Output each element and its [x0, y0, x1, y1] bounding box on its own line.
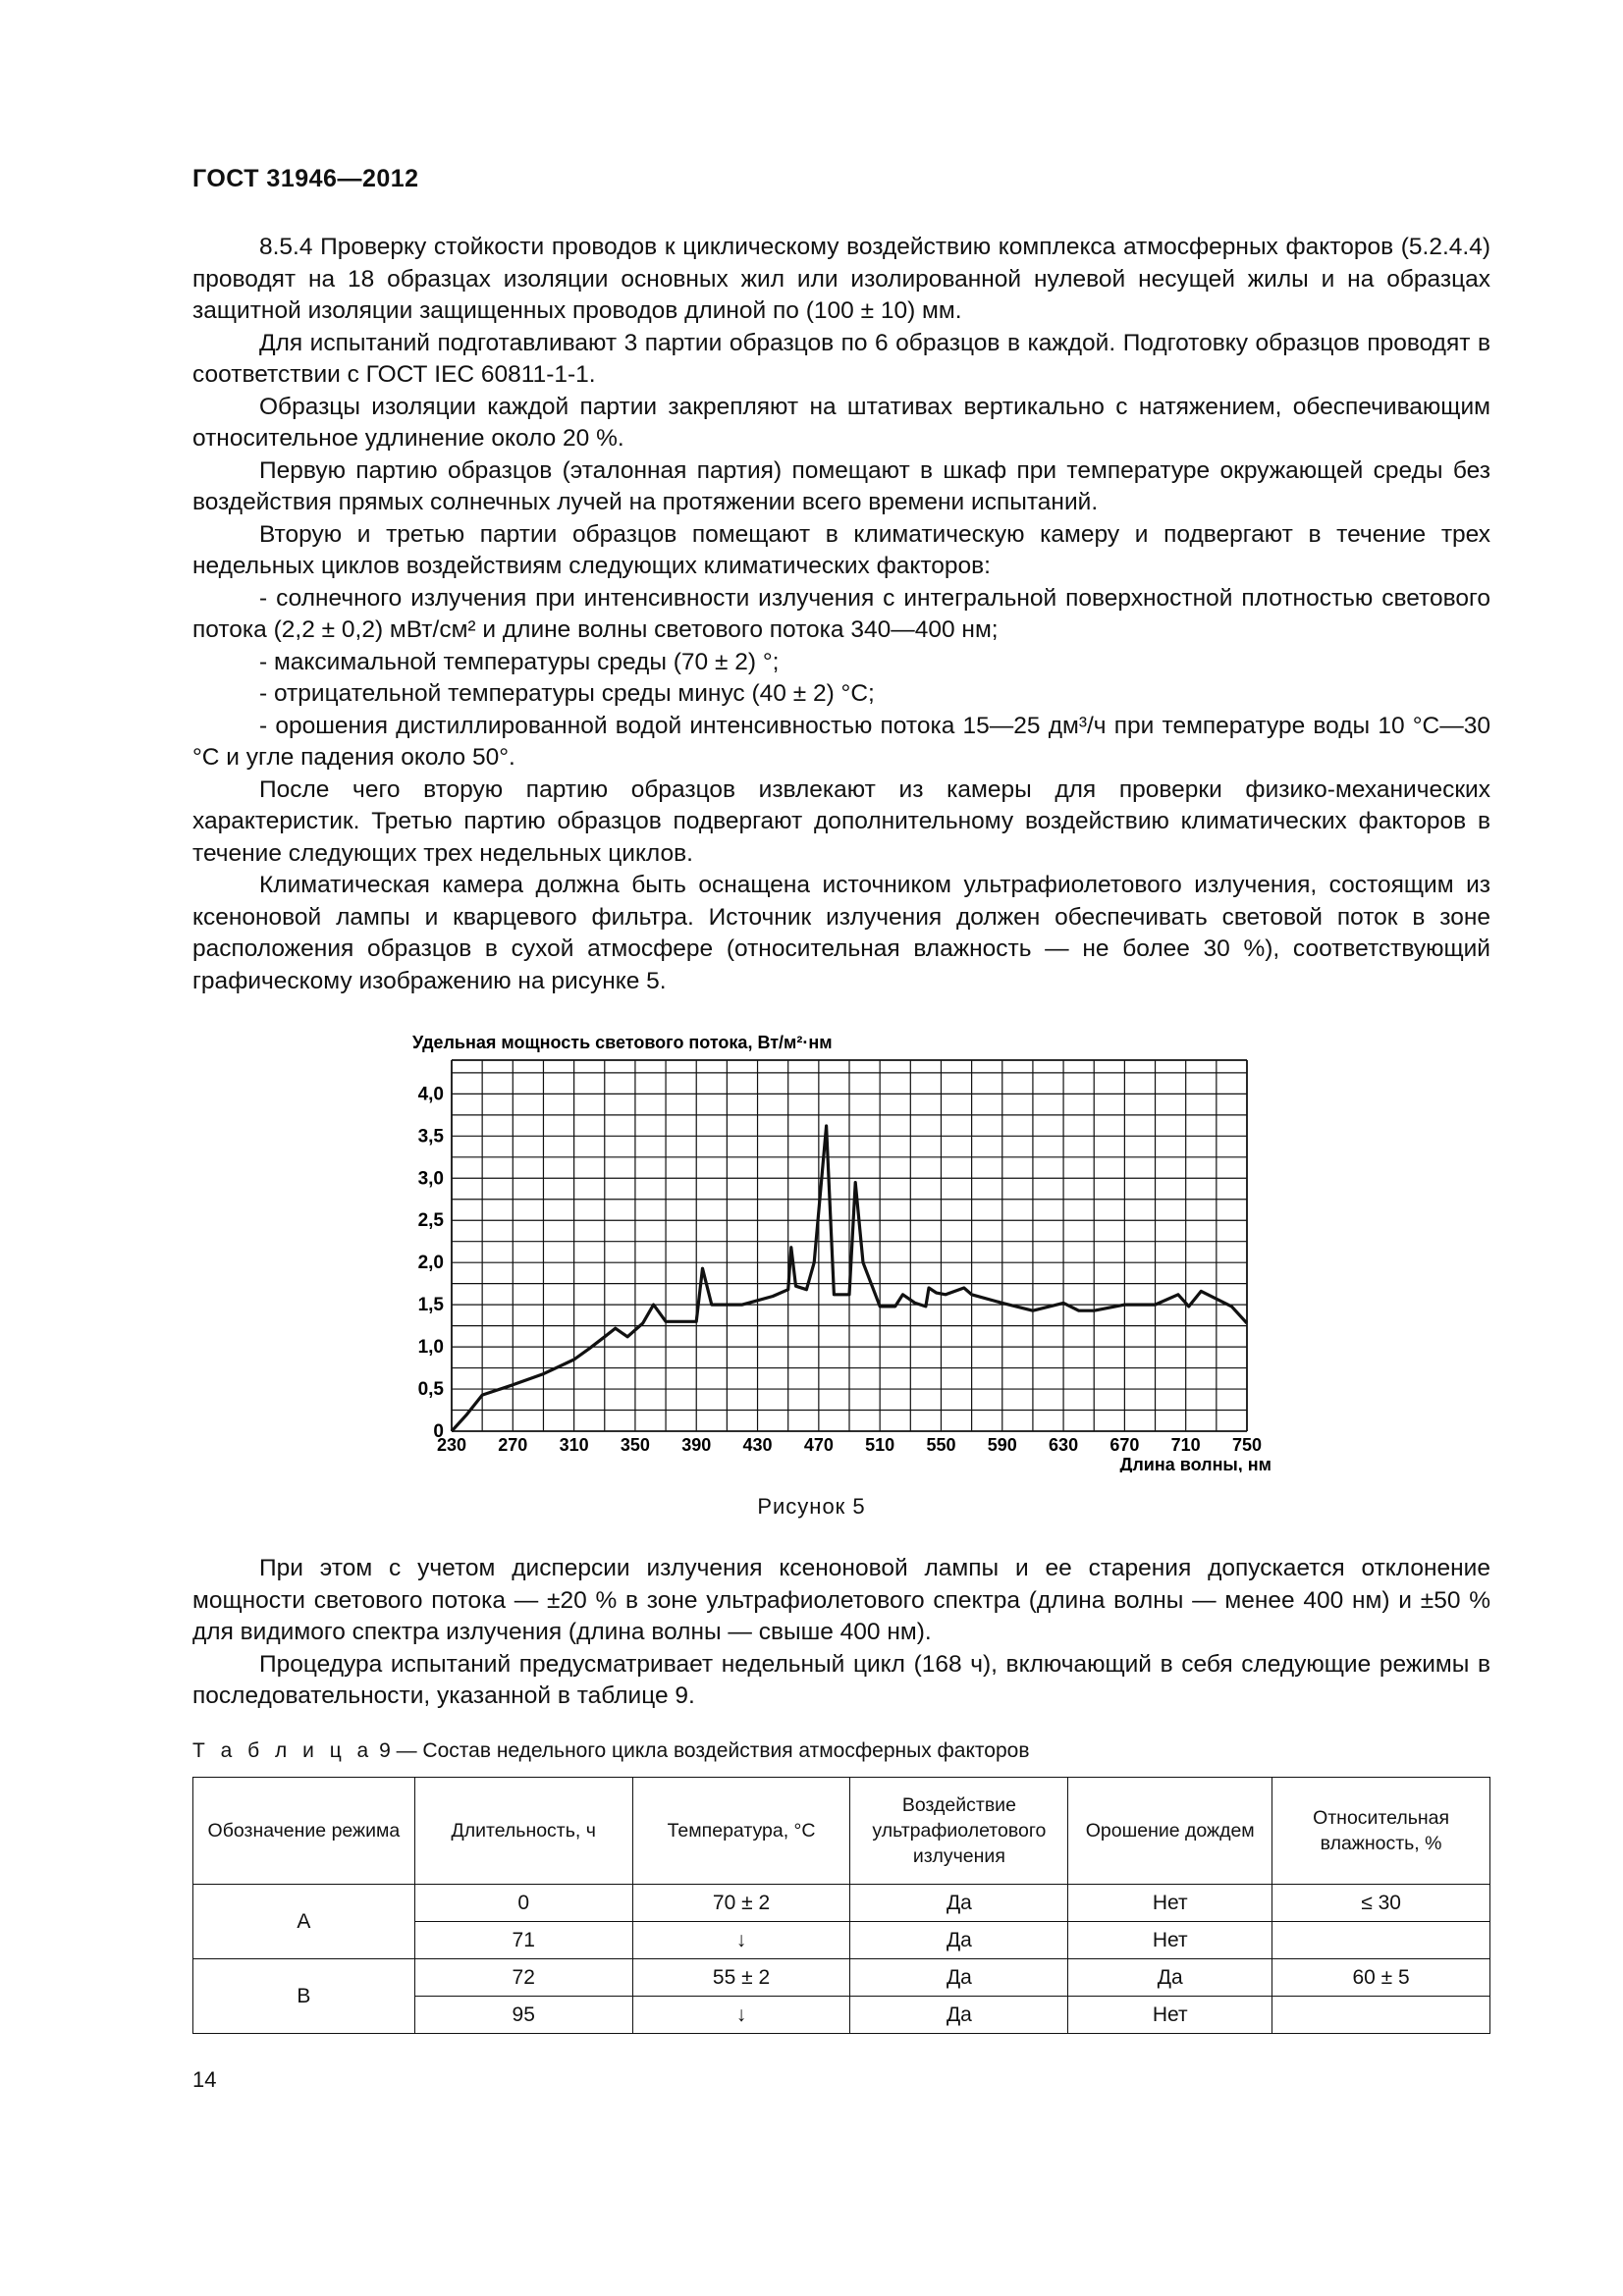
table-9: [192, 1777, 1490, 2034]
header-cell-uv: Воздействие ультрафиолетового излучения: [850, 1778, 1068, 1885]
header-cell-humidity: Относительная влажность, %: [1272, 1778, 1490, 1885]
cell-duration: 0: [414, 1885, 632, 1922]
paragraph: Образцы изоляции каждой партии закрепляют на штативах вертикально с натяжением, обеспечивающим относительное удлинение около 20 %.: [192, 393, 1490, 452]
x-tick-label: 710: [1170, 1435, 1201, 1455]
chart-y-axis-label: Удельная мощность светового потока, Вт/м²·нм: [412, 1033, 833, 1052]
paragraph: Первую партию образцов (эталонная партия) помещают в шкаф при температуре окружающей среды без воздействия прямых солнечных лучей на протяжении всего времени испытаний.: [192, 456, 1490, 515]
paragraph: 8.5.4 Проверку стойкости проводов к циклическому воздействию комплекса атмосферных факторов (5.2.4.4) проводят на 18 образцах изоляции основных жил или изолированной нулевой несущей жилы и на образцах защитной изоляции защищенных проводов длиной по (100 ± 10) мм.: [192, 234, 1490, 324]
x-tick-label: 630: [1049, 1435, 1079, 1455]
cell-temperature: 55 ± 2: [632, 1959, 850, 1997]
document-header: ГОСТ 31946—2012: [192, 165, 419, 192]
x-tick-label: 590: [987, 1435, 1017, 1455]
body-text-bottom: [192, 1553, 1490, 1713]
table-header-row: [193, 1778, 1490, 1885]
y-tick-label: 4,0: [417, 1084, 444, 1105]
cell-uv: Да: [850, 1997, 1068, 2034]
x-tick-label: 550: [926, 1435, 956, 1455]
chart-x-axis-label: Длина волны, нм: [1119, 1455, 1271, 1472]
y-tick-label: 3,5: [417, 1126, 444, 1148]
header-cell-temperature: Температура, °С: [632, 1778, 850, 1885]
paragraph: Климатическая камера должна быть оснащена источником ультрафиолетового излучения, состоящим из ксеноновой лампы и кварцевого фильтра. Источник излучения должен обеспечивать световой поток в зоне расположения образцов в сухой атмосфере (относительная влажность — не более 30 %), соответствующий графическому изображению на рисунке 5.: [192, 872, 1490, 994]
paragraph: При этом с учетом дисперсии излучения ксеноновой лампы и ее старения допускается отклонение мощности светового потока — ±20 % в зоне ультрафиолетового спектра (длина волны — менее 400 нм) и ±50 % для видимого спектра излучения (длина волны — свыше 400 нм).: [192, 1555, 1490, 1645]
paragraph: Вторую и третью партии образцов помещают в климатическую камеру и подвергают в течение трех недельных циклов воздействиям следующих климатических факторов:: [192, 520, 1490, 579]
cell-humidity: ≤ 30: [1272, 1885, 1490, 1922]
y-tick-label: 3,0: [417, 1168, 444, 1190]
cell-duration: 95: [414, 1997, 632, 2034]
cell-mode: A: [193, 1885, 415, 1959]
cell-uv: Да: [850, 1922, 1068, 1959]
x-tick-label: 430: [742, 1435, 773, 1455]
cell-humidity-empty: [1272, 1997, 1490, 2034]
x-tick-label: 350: [620, 1435, 650, 1455]
x-tick-label: 270: [498, 1435, 528, 1455]
chart-svg: [403, 1001, 1286, 1472]
x-tick-label: 510: [865, 1435, 895, 1455]
list-item: - максимальной температуры среды (70 ± 2) °;: [259, 648, 780, 675]
header-cell-rain: Орошение дождем: [1068, 1778, 1272, 1885]
cell-temperature: ↓: [632, 1997, 850, 2034]
y-tick-label: 2,0: [417, 1253, 444, 1274]
y-tick-label: 0,5: [417, 1379, 444, 1401]
x-tick-label: 310: [559, 1435, 589, 1455]
cell-humidity: 60 ± 5: [1272, 1959, 1490, 1997]
y-tick-label: 0: [433, 1421, 444, 1442]
cell-rain: Нет: [1068, 1997, 1272, 2034]
table-row: [193, 1885, 1490, 1922]
y-tick-label: 1,5: [417, 1295, 444, 1316]
list-item: - отрицательной температуры среды минус (40 ± 2) °С;: [259, 680, 875, 707]
cell-temperature: 70 ± 2: [632, 1885, 850, 1922]
paragraph: Для испытаний подготавливают 3 партии образцов по 6 образцов в каждой. Подготовку образцов проводят в соответствии с ГОСТ IEC 60811-1-1.: [192, 329, 1490, 388]
table-title-text: 9 — Состав недельного цикла воздействия атмосферных факторов: [379, 1739, 1030, 1762]
header-cell-duration: Длительность, ч: [414, 1778, 632, 1885]
table-label: Т а б л и ц а: [192, 1739, 374, 1762]
chart-grid: [452, 1060, 1247, 1431]
paragraph: После чего вторую партию образцов извлекают из камеры для проверки физико-механических характеристик. Третью партию образцов подвергают дополнительному воздействию климатических факторов в течение следующих трех недельных циклов.: [192, 775, 1490, 867]
x-tick-label: 750: [1231, 1435, 1263, 1455]
spectrum-chart: [403, 1001, 1286, 1472]
cell-duration: 72: [414, 1959, 632, 1997]
x-tick-label: 670: [1109, 1435, 1140, 1455]
cell-humidity-empty: [1272, 1922, 1490, 1959]
paragraph: Процедура испытаний предусматривает недельный цикл (168 ч), включающий в себя следующие режимы в последовательности, указанной в таблице 9.: [192, 1650, 1490, 1709]
figure-caption: Рисунок 5: [757, 1494, 866, 1519]
y-tick-label: 1,0: [417, 1337, 444, 1359]
cell-rain: Да: [1068, 1959, 1272, 1997]
y-tick-label: 2,5: [417, 1210, 444, 1232]
cell-rain: Нет: [1068, 1885, 1272, 1922]
cell-temperature: ↓: [632, 1922, 850, 1959]
cell-rain: Нет: [1068, 1922, 1272, 1959]
table-row: [193, 1959, 1490, 1997]
page-number: 14: [192, 2067, 217, 2092]
cell-mode: B: [193, 1959, 415, 2034]
header-cell-mode: Обозначение режима: [193, 1778, 415, 1885]
x-tick-label: 230: [436, 1435, 467, 1455]
cell-duration: 71: [414, 1922, 632, 1959]
list-item: - солнечного излучения при интенсивности излучения с интегральной поверхностной плотностью светового потока (2,2 ± 0,2) мВт/см² и длине волны светового потока 340—400 нм;: [192, 584, 1490, 643]
cell-uv: Да: [850, 1885, 1068, 1922]
chart-tick-labels: [418, 1084, 1262, 1455]
x-tick-label: 390: [681, 1435, 712, 1455]
x-tick-label: 470: [803, 1435, 834, 1455]
list-item: - орошения дистиллированной водой интенсивностью потока 15—25 дм³/ч при температуре воды 10 °С—30 °С и угле падения около 50°.: [192, 712, 1490, 771]
body-text-top: [192, 232, 1490, 997]
table-title: [192, 1739, 1029, 1763]
cell-uv: Да: [850, 1959, 1068, 1997]
